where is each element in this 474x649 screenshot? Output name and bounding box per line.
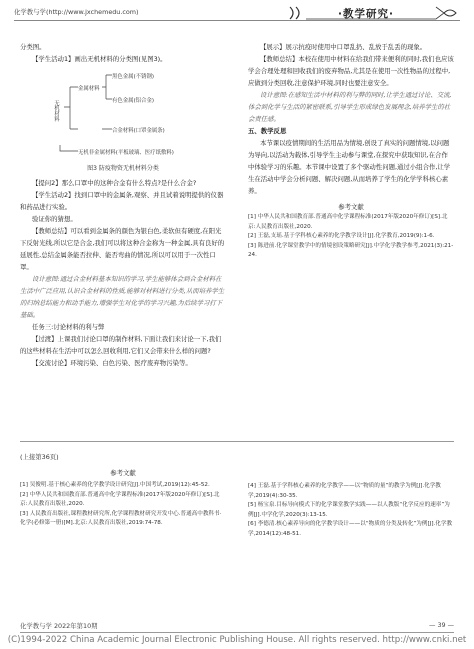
copyright-notice: (C)1994-2022 China Academic Journal Electronic Publishing House. All rights reserved. http://www.cnki.net — [7, 635, 467, 645]
paragraph: 分类图。 — [20, 43, 46, 51]
paragraph: 【交流讨论】环境污染、白色污染、医疗废弃物污染等。 — [32, 359, 192, 367]
references-title: 参考文献 — [110, 469, 136, 477]
left-column — [20, 41, 226, 369]
reference-item: [2] 中华人民共和国教育部.普通高中化学课程标准(2017年版2020年修订)[S].北京:人民教育出版社,2020. — [20, 491, 220, 508]
references-title: 参考文献 — [338, 203, 364, 211]
paragraph: 验证你的猜想。 — [32, 215, 77, 223]
paragraph: 【提问2】那么口罩中的这种合金有什么特点?是什么合金? — [32, 179, 197, 187]
diagram-node-root: 无机材料 — [53, 100, 59, 122]
reference-item: [1] 中华人民共和国教育部.普通高中化学课程标准(2017年版2020年修订)[S].北京:人民教育出版社,2020. — [248, 214, 448, 230]
diagram-node-metal: 金属材料 — [78, 86, 100, 92]
paragraph: 【过渡】上课我们讨论口罩的制作材料,下面让我们来讨论一下,我们的这些材料在生活中可以怎么回收利用,它们又会带来什么样的问题? — [20, 335, 222, 355]
diagram-node-alloy: 合金材料(口罩金属条) — [112, 128, 165, 134]
paragraph: 本节课以疫情期间的生活用品为情境,创设了真实的问题情境,以问题为导向,以活动为载体,引导学生主动参与课堂,在探究中获取知识,在合作中体验学习的乐趣。本节课中设置了多个驱动性问题,通过小组合作,让学生在活动中学会分析问题、解决问题,从而培养了学生的化学学科核心素养。 — [248, 139, 451, 195]
bottom-references-right — [248, 468, 454, 540]
reference-item: [2] 王磊,支瑶.基于学科核心素养的化学教学设计[J].化学教育,2019(9):1-6. — [248, 233, 435, 240]
continued-label: (上接第36页) — [20, 453, 59, 461]
reference-list — [248, 213, 454, 261]
reference-item: [4] 王磊.基于学科核心素养的化学教学——以“物质的量”的教学为例[J].化学教学,2019(4):30-35. — [248, 483, 441, 499]
diagram-node-ferrous: 黑色金属(不锈钢) — [112, 74, 154, 80]
paragraph: 【学生活动2】找到口罩中的金属条,观察、并且试着说明提供的仪器和药品进行实验。 — [20, 191, 224, 211]
page-number: — 39 — — [429, 621, 454, 629]
task-heading: 任务三:讨论材料的利与弊 — [32, 323, 105, 331]
reference-item: [3] 人民教育出版社,课程教材研究所,化学课程教材研究开发中心.普通高中教科书·化学(必修第一册)[M].北京:人民教育出版社,2019:74-78. — [20, 510, 222, 527]
diagram-node-nonmetal: 无机非金属材料(平板玻璃、医疗纸敷料) — [78, 150, 174, 156]
section-divider — [20, 441, 454, 442]
paragraph: 【教师总结】本校在使用中材料在给我们带来便利的同时,我们也应该学会合理处理和回收我们的废弃物品,尤其是在使用一次性物品的过程中,应做到分类回收,注意保护环境,同时也要注意安全。 — [248, 55, 454, 87]
reference-item: [3] 陈进前.化学课堂教学中的情境创设策略研究[J].中学化学教学参考,2021(3):21-24. — [248, 242, 454, 259]
reference-item: [5] 杨宝泉.目标导向模式下的化学课堂教学实践——以人教版“化学反应的速率”为例[J].中学化学,2020(3):13-15. — [248, 502, 450, 518]
reference-item: [6] 李德清.核心素养导向的化学教学设计——以“物质的分类及转化”为例[J].化学教学,2014(12):48-51. — [248, 521, 453, 537]
paragraph: 【学生活动1】画出无机材料的分类图(见图3)。 — [32, 55, 167, 63]
design-intent: 设计意图:通过合金材料基本知识的学习,学生能够体会到合金材料在生活中广泛应用,认识合金材料的性质,能够对材料进行分类,从而培养学生的归纳总结能力和动手能力,增强学生对化学的学习兴趣,为后续学习打下基础。 — [20, 275, 225, 319]
right-column — [248, 41, 454, 261]
bottom-references-left — [20, 468, 226, 529]
design-intent: 设计意图:在感知生活中材料的利与弊的同时,让学生通过讨论、交流,体会到化学与生活的紧密联系,引导学生形成绿色发展理念,培养学生的社会责任感。 — [248, 91, 452, 123]
continued-note — [20, 444, 454, 463]
header-rule — [14, 20, 460, 21]
diagram-node-nonferrous: 有色金属(铝合金) — [112, 98, 154, 104]
paragraph: 【教师总结】可以看到金属条的颜色为银白色,柔软但有硬度,在阳光下反射光线,所以它是合金,我们可以将这种合金称为一种金属,具有良好的延展性,总结金属条能否拉伸、能否弯曲的情况,所以可以用于一次性口罩。 — [20, 227, 225, 271]
running-header-left: 化学教与学(http://www.jxchemedu.com) — [14, 8, 139, 16]
column-title: ·教学研究· — [338, 8, 394, 20]
paragraph: 【展示】展示抗疫时使用中口罩乱扔、乱放于乱丢的现象。 — [260, 43, 427, 51]
section-heading: 五、教学反思 — [248, 127, 287, 135]
figure-caption: 图3 防疫物资无机材料分类 — [87, 165, 159, 172]
journal-issue: 化学教与学 2022年第10期 — [20, 622, 98, 630]
classification-diagram — [20, 67, 226, 163]
reference-item: [1] 吴俊明.基于核心素养的化学教学设计研究[J].中国考试,2019(12):45-52. — [20, 482, 210, 488]
footer-rule — [20, 632, 454, 633]
